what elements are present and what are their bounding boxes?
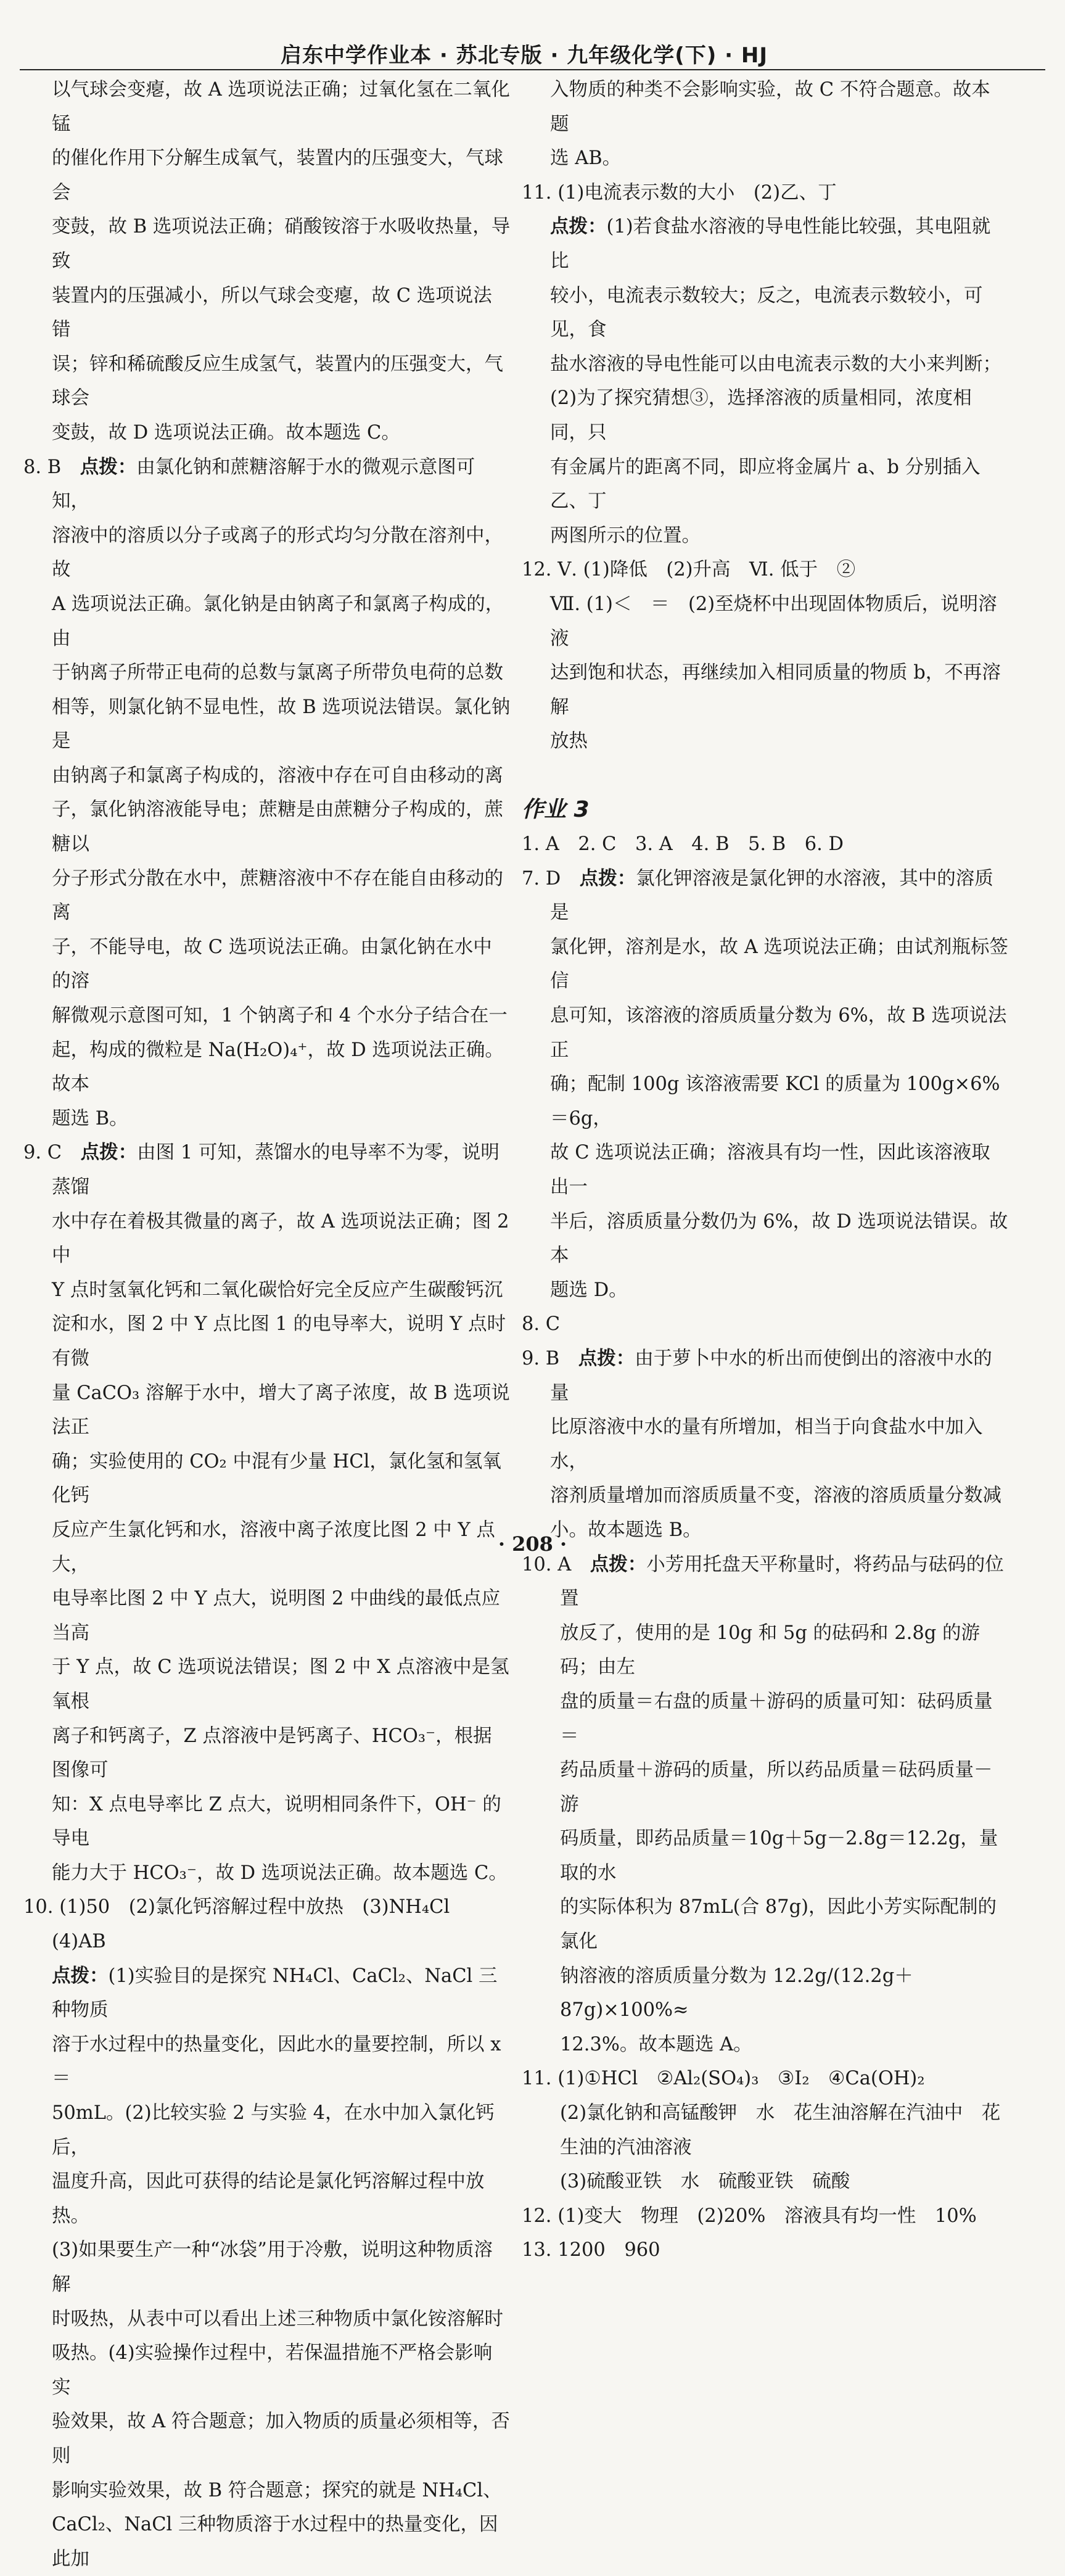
question-number: 7. D bbox=[522, 867, 580, 890]
text-line bbox=[23, 2233, 511, 2301]
line-text: 较小，电流表示数较大；反之，电流表示数较小，可见，食 bbox=[550, 284, 983, 341]
text-line bbox=[23, 656, 511, 690]
line-text: 12.3%。故本题选 A。 bbox=[560, 2033, 752, 2055]
line-text: 氯化钾溶液是氯化钾的水溶液，其中的溶质是 bbox=[550, 867, 993, 924]
line-text: 码质量，即药品质量＝10g＋5g－2.8g＝12.2g，量取的水 bbox=[560, 1828, 998, 1884]
text-line bbox=[23, 1445, 511, 1513]
text-line bbox=[522, 2096, 1009, 2131]
header-title: 启东中学作业本 · 苏北专版 · 九年级化学(下) · HJ bbox=[281, 43, 768, 68]
text-line bbox=[522, 2199, 1009, 2234]
text-line bbox=[23, 1102, 511, 1136]
line-text: A 选项说法正确。氯化钠是由钠离子和氯离子构成的，由 bbox=[52, 593, 504, 650]
page-number: · 208 · bbox=[498, 1532, 567, 1556]
text-line bbox=[23, 862, 511, 930]
line-text: 误；锌和稀硫酸反应生成氢气，装置内的压强变大，气球会 bbox=[52, 353, 503, 410]
question-number: 10. A bbox=[522, 1553, 590, 1575]
question-number: 9. B bbox=[522, 1347, 578, 1369]
text-line bbox=[522, 1342, 1009, 1410]
text-line bbox=[23, 2302, 511, 2337]
text-line bbox=[522, 1685, 1009, 1753]
line-text: 电导率比图 2 中 Y 点大，说明图 2 中曲线的最低点应当高 bbox=[52, 1588, 501, 1644]
text-line bbox=[522, 210, 1009, 278]
text-line bbox=[522, 587, 1009, 656]
text-line bbox=[522, 930, 1009, 999]
text-line bbox=[23, 2096, 511, 2165]
text-line bbox=[522, 1067, 1009, 1136]
line-text: 影响实验效果，故 B 符合题意；探究的就是 NH₄Cl、 bbox=[52, 2479, 502, 2501]
line-text: CaCl₂、NaCl 三种物质溶于水过程中的热量变化，因此加 bbox=[52, 2514, 498, 2570]
line-text: 13. 1200 960 bbox=[522, 2239, 660, 2261]
text-line bbox=[23, 1307, 511, 1376]
text-line bbox=[522, 724, 1009, 759]
text-line bbox=[23, 450, 511, 519]
line-text: 作业 3 bbox=[522, 797, 590, 823]
text-line bbox=[522, 2131, 1009, 2165]
line-text: 起，构成的微粒是 Na(H₂O)₄⁺，故 D 选项说法正确。故本 bbox=[52, 1039, 504, 1096]
left-column bbox=[23, 73, 511, 2576]
text-line bbox=[522, 519, 1009, 553]
text-line bbox=[522, 279, 1009, 347]
line-text: 变鼓，故 D 选项说法正确。故本题选 C。 bbox=[52, 421, 400, 444]
text-line bbox=[522, 656, 1009, 724]
text-line bbox=[23, 2028, 511, 2096]
line-text: 选 AB。 bbox=[550, 147, 622, 170]
hint-label: 点拨： bbox=[578, 1347, 635, 1369]
text-line bbox=[23, 930, 511, 999]
line-text: 于 Y 点，故 C 选项说法错误；图 2 中 X 点溶液中是氢氧根 bbox=[52, 1656, 509, 1712]
line-text: 有金属片的距离不同，即应将金属片 a、b 分别插入乙、丁 bbox=[550, 456, 981, 513]
line-text: 反应产生氯化钙和水，溶液中离子浓度比图 2 中 Y 点大， bbox=[52, 1519, 495, 1575]
line-text: 溶于水过程中的热量变化，因此水的量要控制，所以 x＝ bbox=[52, 2033, 501, 2090]
hint-label: 点拨： bbox=[80, 1142, 138, 1164]
hint-label: 点拨： bbox=[590, 1553, 647, 1575]
text-line bbox=[522, 1959, 1009, 2028]
line-text: 盘的质量＝右盘的质量＋游码的质量可知：砝码质量＝ bbox=[560, 1690, 993, 1747]
line-text: Y 点时氢氧化钙和二氧化碳恰好完全反应产生碳酸钙沉 bbox=[52, 1279, 503, 1301]
hint-label: 点拨： bbox=[579, 867, 636, 890]
line-text: 验效果，故 A 符合题意；加入物质的质量必须相等，否则 bbox=[52, 2411, 510, 2467]
text-line bbox=[23, 1033, 511, 1102]
text-line bbox=[23, 690, 511, 759]
text-line bbox=[23, 1925, 511, 1959]
text-line bbox=[23, 1788, 511, 1856]
line-text: 淀和水，图 2 中 Y 点比图 1 的电导率大，说明 Y 点时有微 bbox=[52, 1313, 506, 1369]
text-line bbox=[23, 1273, 511, 1308]
text-line bbox=[522, 999, 1009, 1067]
line-text: 小芳用托盘天平称量时，将药品与砝码的位置 bbox=[560, 1553, 1004, 1610]
line-text: 由于萝卜中水的析出而使倒出的溶液中水的量 bbox=[550, 1347, 992, 1404]
line-text: (4)AB bbox=[52, 1931, 106, 1953]
line-text: (1)若食盐水溶液的导电性能比较强，其电阻就比 bbox=[550, 216, 991, 272]
text-line bbox=[522, 2233, 1009, 2268]
text-line bbox=[522, 1822, 1009, 1890]
line-text: 解微观示意图可知，1 个钠离子和 4 个水分子结合在一 bbox=[52, 1005, 508, 1027]
text-line bbox=[23, 1959, 511, 2028]
line-text: 放反了，使用的是 10g 和 5g 的砝码和 2.8g 的游码；由左 bbox=[560, 1622, 980, 1678]
line-text: 离子和钙离子，Z 点溶液中是钙离子、HCO₃⁻，根据图像可 bbox=[52, 1725, 492, 1781]
text-line bbox=[522, 553, 1009, 587]
line-text: 的实际体积为 87mL(合 87g)，因此小芳实际配制的氯化 bbox=[560, 1896, 997, 1953]
text-line bbox=[23, 2336, 511, 2405]
page-header bbox=[0, 0, 1065, 68]
line-text: Ⅶ. (1)＜ ＝ (2)至烧杯中出现固体物质后，说明溶液 bbox=[550, 593, 997, 650]
line-text: (2)为了探究猜想③，选择溶液的质量相同，浓度相同，只 bbox=[550, 387, 972, 444]
line-text: 相等，则氯化钠不显电性，故 B 选项说法错误。氯化钠是 bbox=[52, 696, 511, 753]
line-text: 生油的汽油溶液 bbox=[560, 2136, 692, 2158]
line-text: 故 C 选项说法正确；溶液具有均一性，因此该溶液取出一 bbox=[550, 1142, 990, 1198]
line-text: 12. Ⅴ. (1)降低 (2)升高 Ⅵ. 低于 ② bbox=[522, 559, 856, 581]
text-line bbox=[522, 347, 1009, 382]
text-line bbox=[522, 862, 1009, 930]
text-line bbox=[23, 1376, 511, 1445]
text-line bbox=[522, 1616, 1009, 1685]
line-text: 11. (1)①HCl ②Al₂(SO₄)₃ ③I₂ ④Ca(OH)₂ bbox=[522, 2068, 925, 2090]
line-text: 时吸热，从表中可以看出上述三种物质中氯化铵溶解时 bbox=[52, 2308, 503, 2330]
text-line bbox=[522, 1273, 1009, 1308]
text-line bbox=[522, 1548, 1009, 1616]
text-line bbox=[23, 2165, 511, 2233]
question-number: 8. B bbox=[23, 456, 80, 478]
header-rule bbox=[20, 69, 1045, 70]
text-line bbox=[23, 519, 511, 587]
line-text: 8. C bbox=[522, 1313, 561, 1335]
line-text: (2)氯化钠和高锰酸钾 水 花生油溶解在汽油中 花 bbox=[560, 2102, 1001, 2124]
text-line bbox=[522, 176, 1009, 210]
line-text: 达到饱和状态，再继续加入相同质量的物质 b，不再溶解 bbox=[550, 662, 1001, 718]
line-text: 知：X 点电导率比 Z 点大，说明相同条件下，OH⁻ 的导电 bbox=[52, 1793, 501, 1850]
line-text: 变鼓，故 B 选项说法正确；硝酸铵溶于水吸收热量，导致 bbox=[52, 216, 511, 272]
line-text: 子，不能导电，故 C 选项说法正确。由氯化钠在水中的溶 bbox=[52, 936, 492, 993]
text-line bbox=[522, 1307, 1009, 1342]
text-line bbox=[23, 279, 511, 347]
line-text: 小。故本题选 B。 bbox=[550, 1519, 702, 1541]
text-line bbox=[23, 1650, 511, 1719]
question-number: 9. C bbox=[23, 1142, 81, 1164]
text-line bbox=[23, 1856, 511, 1891]
text-line bbox=[522, 2028, 1009, 2062]
line-text: 确；实验使用的 CO₂ 中混有少量 HCl，氯化氢和氢氧化钙 bbox=[52, 1450, 501, 1507]
text-line bbox=[23, 2508, 511, 2576]
right-column bbox=[522, 73, 1009, 2268]
line-text: 由图 1 可知，蒸馏水的电导率不为零，说明蒸馏 bbox=[52, 1142, 500, 1198]
line-text: 溶剂质量增加而溶质质量不变，溶液的溶质质量分数减 bbox=[550, 1485, 1001, 1507]
line-text: 子，氯化钠溶液能导电；蔗糖是由蔗糖分子构成的，蔗糖以 bbox=[52, 799, 503, 856]
line-text: 水中存在着极其微量的离子，故 A 选项说法正确；图 2 中 bbox=[52, 1210, 509, 1267]
text-line bbox=[23, 347, 511, 416]
text-line bbox=[522, 1890, 1009, 1959]
text-line bbox=[23, 999, 511, 1033]
line-text: 量 CaCO₃ 溶解于水中，增大了离子浓度，故 B 选项说法正 bbox=[52, 1382, 510, 1439]
line-text: 入物质的种类不会影响实验，故 C 不符合题意。故本题 bbox=[550, 79, 990, 135]
line-text: 50mL。(2)比较实验 2 与实验 4，在水中加入氯化钙后， bbox=[52, 2102, 495, 2158]
line-text: 由氯化钠和蔗糖溶解于水的微观示意图可知， bbox=[52, 456, 475, 513]
text-line bbox=[522, 73, 1009, 141]
text-line bbox=[23, 1890, 511, 1925]
text-line bbox=[23, 759, 511, 793]
line-text: 盐水溶液的导电性能可以由电流表示数的大小来判断； bbox=[550, 353, 1001, 375]
line-text: 分子形式分散在水中，蔗糖溶液中不存在能自由移动的离 bbox=[52, 867, 503, 924]
line-text: 以气球会变瘪，故 A 选项说法正确；过氧化氢在二氧化锰 bbox=[52, 79, 510, 135]
line-text: 由钠离子和氯离子构成的，溶液中存在可自由移动的离 bbox=[52, 764, 503, 786]
text-line bbox=[522, 793, 1009, 827]
text-line bbox=[522, 1136, 1009, 1204]
text-line bbox=[522, 1205, 1009, 1273]
text-line bbox=[522, 450, 1009, 519]
text-line bbox=[522, 759, 1009, 793]
line-text: 的催化作用下分解生成氧气，装置内的压强变大，气球会 bbox=[52, 147, 503, 204]
line-text: (3)如果要生产一种“冰袋”用于冷敷，说明这种物质溶解 bbox=[52, 2239, 493, 2295]
line-text: 氯化钾，溶剂是水，故 A 选项说法正确；由试剂瓶标签信 bbox=[550, 936, 1008, 993]
line-text: 吸热。(4)实验操作过程中，若保温措施不严格会影响实 bbox=[52, 2342, 493, 2398]
hint-label: 点拨： bbox=[80, 456, 137, 478]
line-text: 钠溶液的溶质质量分数为 12.2g/(12.2g＋87g)×100%≈ bbox=[560, 1965, 913, 2021]
text-line bbox=[23, 416, 511, 450]
line-text: 息可知，该溶液的溶质质量分数为 6%，故 B 选项说法正 bbox=[550, 1005, 1007, 1061]
text-line bbox=[23, 73, 511, 141]
text-line bbox=[23, 210, 511, 278]
text-line bbox=[522, 381, 1009, 450]
line-text: 12. (1)变大 物理 (2)20% 溶液具有均一性 10% bbox=[522, 2205, 977, 2227]
line-text: 两图所示的位置。 bbox=[550, 524, 701, 547]
line-text: 放热 bbox=[550, 730, 588, 753]
line-text: 温度升高，因此可获得的结论是氯化钙溶解过程中放热。 bbox=[52, 2171, 485, 2227]
text-line bbox=[522, 2165, 1009, 2199]
text-line bbox=[23, 587, 511, 656]
text-line bbox=[522, 827, 1009, 862]
text-line bbox=[522, 2062, 1009, 2096]
line-text: 能力大于 HCO₃⁻，故 D 选项说法正确。故本题选 C。 bbox=[52, 1862, 508, 1884]
text-line bbox=[23, 2474, 511, 2508]
line-text: 比原溶液中水的量有所增加，相当于向食盐水中加入水， bbox=[550, 1416, 983, 1472]
line-text: 药品质量＋游码的质量，所以药品质量＝砝码质量－游 bbox=[560, 1759, 993, 1815]
line-text: 题选 B。 bbox=[52, 1107, 128, 1129]
text-line bbox=[23, 1719, 511, 1788]
line-text: 11. (1)电流表示数的大小 (2)乙、丁 bbox=[522, 181, 837, 204]
line-text: 题选 D。 bbox=[550, 1279, 628, 1301]
line-text: (3)硫酸亚铁 水 硫酸亚铁 硫酸 bbox=[560, 2171, 850, 2193]
line-text: 10. (1)50 (2)氯化钙溶解过程中放热 (3)NH₄Cl bbox=[23, 1896, 450, 1918]
text-line bbox=[23, 1582, 511, 1650]
text-line bbox=[23, 1205, 511, 1273]
hint-label: 点拨： bbox=[550, 216, 607, 238]
hint-label: 点拨： bbox=[52, 1965, 109, 1987]
text-line bbox=[522, 141, 1009, 176]
text-line bbox=[23, 793, 511, 861]
text-line bbox=[522, 1479, 1009, 1513]
line-text: 于钠离子所带正电荷的总数与氯离子所带负电荷的总数 bbox=[52, 662, 503, 684]
text-line bbox=[23, 141, 511, 210]
line-text: (1)实验目的是探究 NH₄Cl、CaCl₂、NaCl 三种物质 bbox=[52, 1965, 498, 2021]
line-text: 溶液中的溶质以分子或离子的形式均匀分散在溶剂中，故 bbox=[52, 524, 503, 581]
text-line bbox=[23, 2405, 511, 2473]
line-text: 装置内的压强减小，所以气球会变瘪，故 C 选项说法错 bbox=[52, 284, 492, 341]
line-text: 半后，溶质质量分数仍为 6%，故 D 选项说法错误。故本 bbox=[550, 1210, 1008, 1267]
text-line bbox=[522, 1753, 1009, 1822]
line-text: 1. A 2. C 3. A 4. B 5. B 6. D bbox=[522, 833, 844, 856]
text-line bbox=[23, 1136, 511, 1204]
line-text: 确；配制 100g 该溶液需要 KCl 的质量为 100g×6%＝6g， bbox=[550, 1073, 1000, 1129]
text-line bbox=[522, 1410, 1009, 1479]
